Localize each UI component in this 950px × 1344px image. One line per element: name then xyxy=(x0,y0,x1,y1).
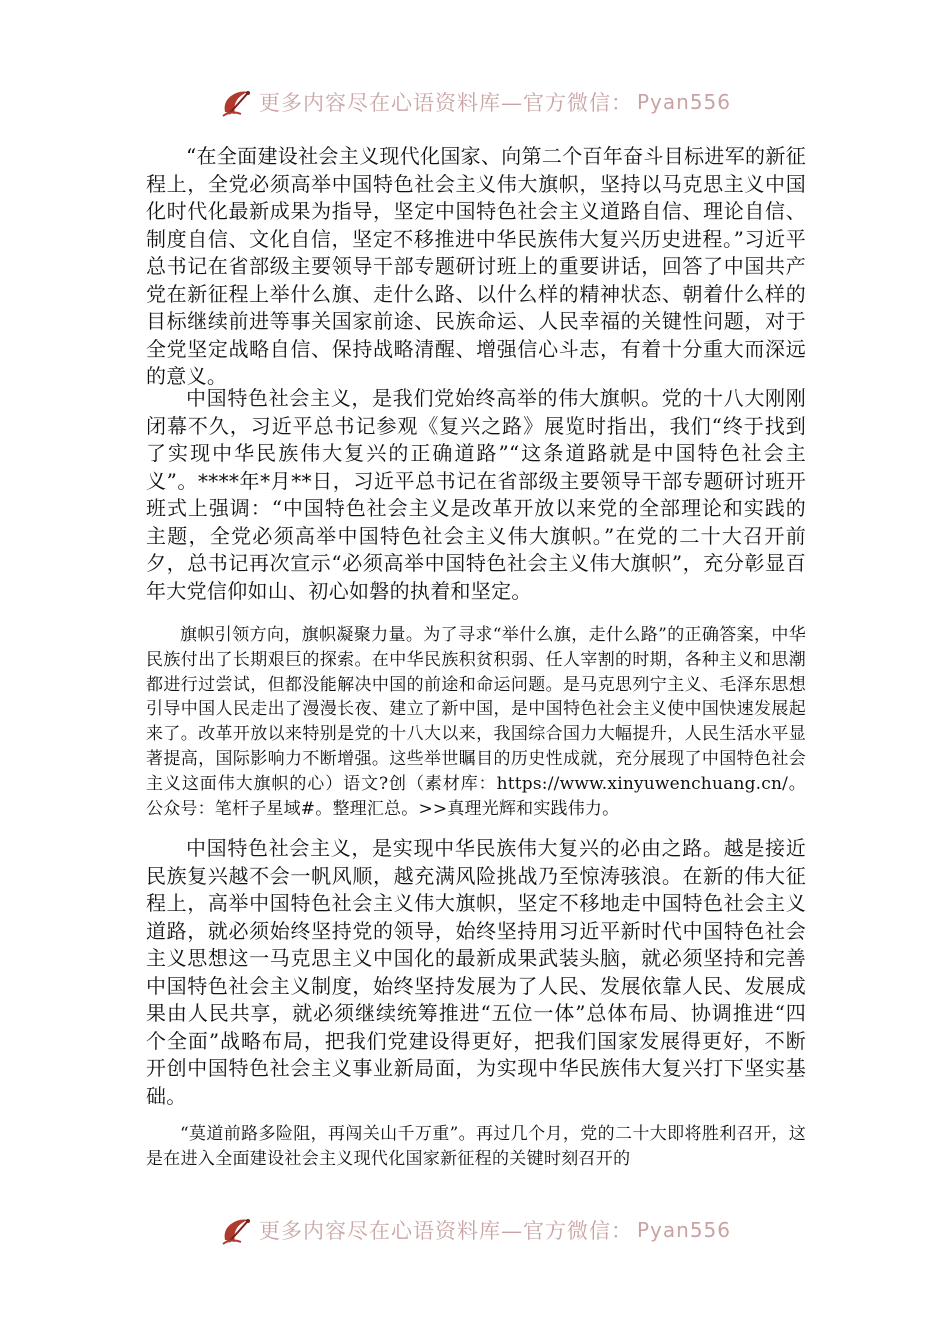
footer-banner xyxy=(0,1210,950,1250)
paragraph-4: 中国特色社会主义，是实现中华民族伟大复兴的必由之路。越是接近民族复兴越不会一帆风顺，越充满风险挑战乃至惊涛骇浪。在新的伟大征程上，高举中国特色社会主义伟大旗帜，坚定不移地走中国特色社会主义道路，就必须始终坚持党的领导，始终坚持用习近平新时代中国特色社会主义思想这一马克思主义中国化的最新成果武装头脑，就必须坚持和完善中国特色社会主义制度，始终坚持发展为了人民、发展依靠人民、发展成果由人民共享，就必须继续统筹推进“五位一体”总体布局、协调推进“四个全面”战略布局，把我们党建设得更好，把我们国家发展得更好，不断开创中国特色社会主义事业新局面，为实现中华民族伟大复兴打下坚实基础。 xyxy=(146,836,806,1108)
paragraph-3: 旗帜引领方向，旗帜凝聚力量。为了寻求“举什么旗，走什么路”的正确答案，中华民族付出了长期艰巨的探索。在中华民族积贫积弱、任人宰割的时期，各种主义和思潮都进行过尝试，但都没能解决中国的前途和命运问题。是马克思列宁主义、毛泽东思想引导中国人民走出了漫漫长夜、建立了新中国，是中国特色社会主义使中国快速发展起来了。改革开放以来特别是党的十八大以来，我国综合国力大幅提升，人民生活水平显著提高，国际影响力不断增强。这些举世瞩目的历史性成就，充分展现了中国特色社会主义这面伟大旗帜的心）语文?创（素材库：https://www.xinyuwenchuang.cn/。公众号：笔杆子星域#。整理汇总。>>真理光辉和实践伟力。 xyxy=(146,625,806,819)
paragraph-1: “在全面建设社会主义现代化国家、向第二个百年奋斗目标进军的新征程上，全党必须高举中国特色社会主义伟大旗帜，坚持以马克思主义中国化时代化最新成果为指导，坚定中国特色社会主义道路自信、理论自信、制度自信、文化自信，坚定不移推进中华民族伟大复兴历史进程。”习近平总书记在省部级主要领导干部专题研讨班上的重要讲话，回答了中国共产党在新征程上举什么旗、走什么路、以什么样的精神状态、朝着什么样的目标继续前进等事关国家前途、民族命运、人民幸福的关键性问题，对于全党坚定战略自信、保持战略清醒、增强信心斗志，有着十分重大而深远的意义。 xyxy=(146,144,806,388)
banner-text: 更多内容尽在心语资料库—官方微信： xyxy=(258,1219,633,1243)
paragraph-2: 中国特色社会主义，是我们党始终高举的伟大旗帜。党的十八大刚刚闭幕不久，习近平总书记参观《复兴之路》展览时指出，我们“终于找到了实现中华民族伟大复兴的正确道路”“这条道路就是中国特色社会主义”。****年*月**日，习近平总书记在省部级主要领导干部专题研讨班开班式上强调：“中国特色社会主义是改革开放以来党的全部理论和实践的主题，全党必须高举中国特色社会主义伟大旗帜。”在党的二十大召开前夕，总书记再次宣示“必须高举中国特色社会主义伟大旗帜”，充分彰显百年大党信仰如山、初心如磐的执着和坚定。 xyxy=(146,386,806,603)
article-body xyxy=(146,143,806,1172)
pen-ribbon-logo-icon xyxy=(219,1212,255,1248)
header-banner xyxy=(0,82,950,122)
paragraph-5: “莫道前路多险阻，再闯关山千万重”。再过几个月，党的二十大即将胜利召开，这是在进入全面建设社会主义现代化国家新征程的关键时刻召开的 xyxy=(146,1124,806,1170)
wechat-handle: Pyan556 xyxy=(636,90,731,114)
banner-text: 更多内容尽在心语资料库—官方微信： xyxy=(258,91,633,115)
wechat-handle: Pyan556 xyxy=(636,1218,731,1242)
pen-ribbon-logo-icon xyxy=(219,84,255,120)
